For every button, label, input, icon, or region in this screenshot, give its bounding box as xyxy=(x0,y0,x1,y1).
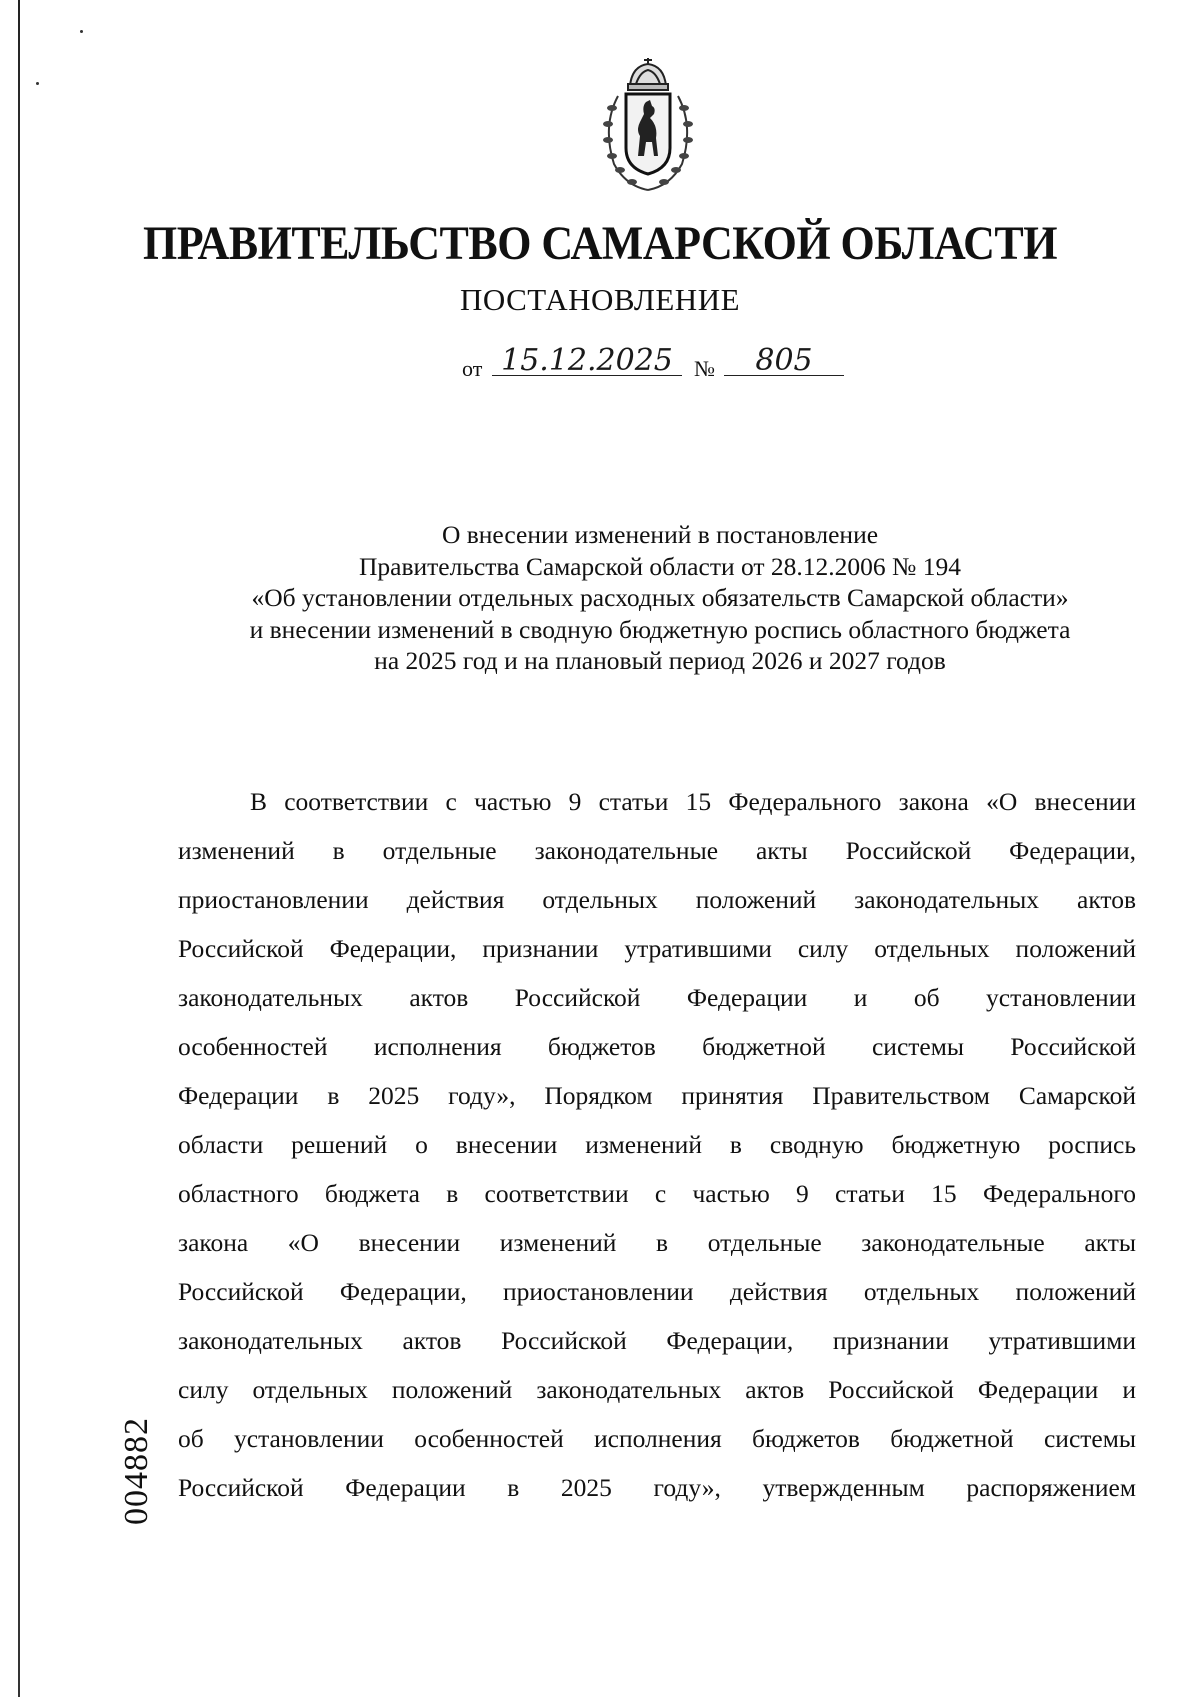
government-title: ПРАВИТЕЛЬСТВО САМАРСКОЙ ОБЛАСТИ xyxy=(143,217,1057,270)
date-label: от xyxy=(462,356,483,381)
registration-number: 004882 xyxy=(118,1417,155,1525)
body-line: Российской Федерации, приостановлении действия отдельных положений xyxy=(178,1277,1136,1306)
body-line: Российской Федерации, признании утратившими силу отдельных положений xyxy=(178,934,1136,963)
body-line: изменений в отдельные законодательные акты Российской Федерации, xyxy=(178,836,1136,865)
body-line: закона «О внесении изменений в отдельные законодательные акты xyxy=(178,1228,1136,1257)
body-line: законодательных актов Российской Федерации и об установлении xyxy=(178,983,1136,1012)
body-line: особенностей исполнения бюджетов бюджетной системы Российской xyxy=(178,1032,1136,1061)
body-paragraph xyxy=(178,777,1136,1512)
body-line: силу отдельных положений законодательных актов Российской Федерации и xyxy=(178,1375,1136,1404)
document-subject xyxy=(150,519,1170,677)
body-line: об установлении особенностей исполнения бюджетов бюджетной системы xyxy=(178,1424,1136,1453)
subject-line: «Об установлении отдельных расходных обязательств Самарской области» xyxy=(251,583,1069,612)
coat-of-arms-emblem xyxy=(596,56,700,196)
body-line: законодательных актов Российской Федерации, признании утратившими xyxy=(178,1326,1136,1355)
date-number-line xyxy=(462,343,862,381)
number-label: № xyxy=(694,356,715,381)
number-value: 805 xyxy=(724,346,844,376)
date-value: 15.12.2025 xyxy=(492,346,682,376)
scan-speck xyxy=(36,82,39,85)
body-line: Федерации в 2025 году», Порядком принятия Правительством Самарской xyxy=(178,1081,1136,1110)
body-line: В соответствии с частью 9 статьи 15 Федерального закона «О внесении xyxy=(250,787,1136,816)
body-line: Российской Федерации в 2025 году», утвержденным распоряжением xyxy=(178,1473,1136,1502)
subject-line: на 2025 год и на плановый период 2026 и 2027 годов xyxy=(374,646,946,675)
body-line: областного бюджета в соответствии с частью 9 статьи 15 Федерального xyxy=(178,1179,1136,1208)
subject-line: О внесении изменений в постановление xyxy=(441,520,879,549)
body-line: приостановлении действия отдельных положений законодательных актов xyxy=(178,885,1136,914)
document-type: ПОСТАНОВЛЕНИЕ xyxy=(459,282,741,317)
body-line: области решений о внесении изменений в сводную бюджетную роспись xyxy=(178,1130,1136,1159)
subject-line: и внесении изменений в сводную бюджетную роспись областного бюджета xyxy=(249,614,1071,644)
subject-line: Правительства Самарской области от 28.12.2006 № 194 xyxy=(358,551,961,581)
scan-speck xyxy=(80,30,83,33)
